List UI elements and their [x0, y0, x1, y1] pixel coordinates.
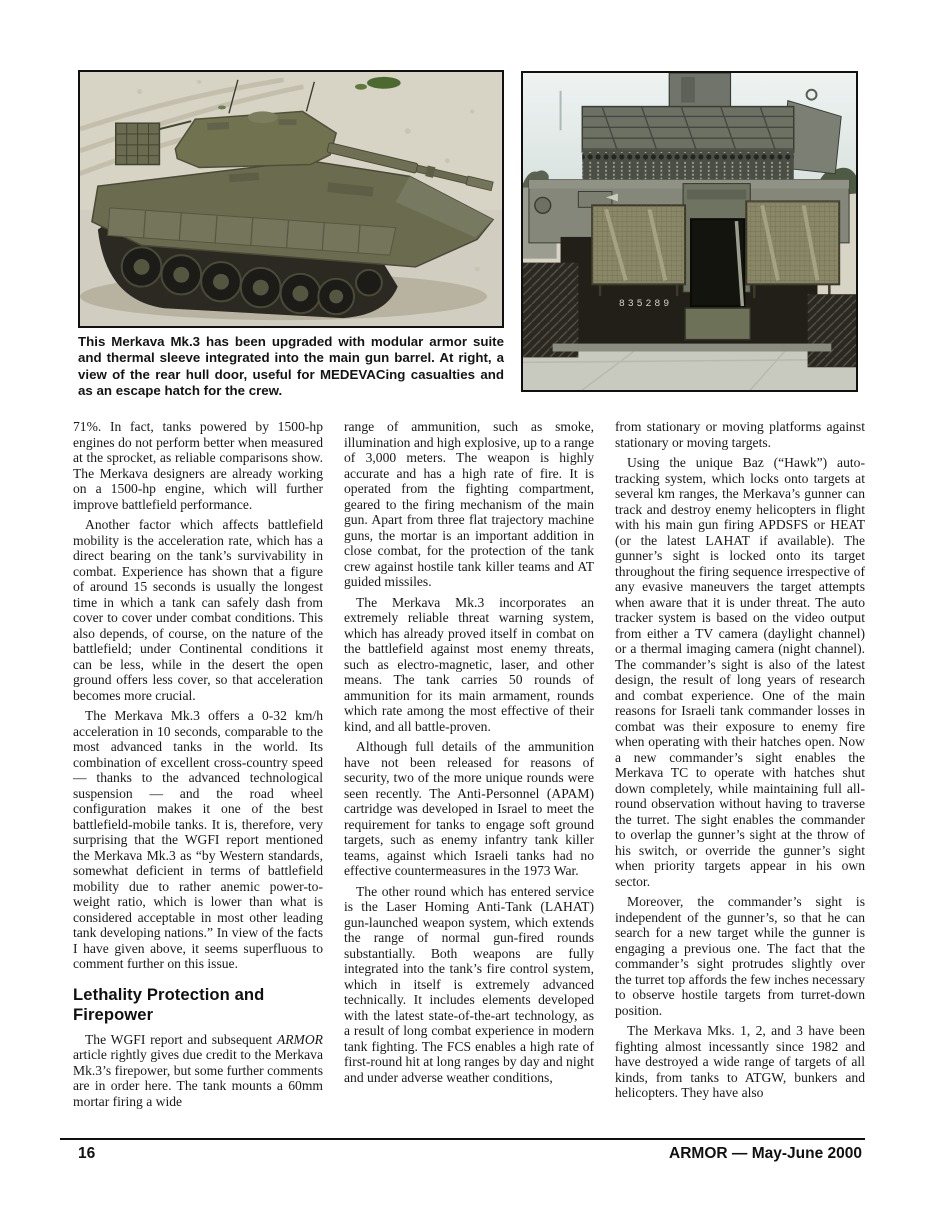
text-column-2: [344, 419, 594, 1109]
paragraph: [344, 419, 594, 590]
paragraph: [615, 1023, 865, 1101]
journal-title-footer: ARMOR — May-June 2000: [669, 1145, 862, 1162]
paragraph: [73, 419, 323, 512]
merkava-side-illustration: [80, 72, 502, 326]
hull-serial-number: 835289: [618, 298, 673, 310]
text-run: Although full details of the ammunition have not been released for reasons of security, two of the more unique rounds were seen recently. The Anti-Personnel (APAM) cartridge was developed in Israel to meet the requirement for tanks to engage soft ground targets, such as enemy infantry tank killer teams, against which Israeli tanks had no effective countermeasures in the 1973 War.: [344, 739, 594, 878]
text-run: Moreover, the commander’s sight is independent of the gunner’s, so that he can search for a new target while the gunner is engaging a previous one. The fact that the commander’s sight protrudes slightly over the turret top affords the few inches necessary to observe hostile targets from turret-down position.: [615, 894, 866, 1018]
text-run: The Merkava Mk.3 offers a 0-32 km/h acceleration in 10 seconds, comparable to the most advanced tanks in the world. Its combination of excellent cross-country speed — thanks to the advanced technological suspension — and the road wheel configuration makes it one of the best battlefield-mobile tanks. It is, therefore, very surprising that the WGFI report mentioned the Merkava Mk.3 as “by Western standards, somewhat deficient in terms of battlefield mobility due to rather anemic power-to-weight ratio, which is lower than what is considered acceptable in most other leading tank developing nations.” In view of the facts I have given above, it seems superfluous to comment further on this issue.: [73, 708, 323, 971]
paragraph: [615, 894, 865, 1018]
paragraph: [73, 517, 323, 703]
text-run: The Merkava Mks. 1, 2, and 3 have been fighting almost incessantly since 1982 and have destroyed a wide range of targets of all kinds, from tanks to ATGW, bunkers and helicopters. They have also: [615, 1023, 865, 1100]
text-column-3: [615, 419, 865, 1109]
text-run: Lethality Protection and Firepower: [73, 984, 265, 1024]
paragraph: [344, 595, 594, 735]
footer-rule: [60, 1138, 865, 1140]
text-run: from stationary or moving platforms against stationary or moving targets.: [615, 419, 865, 450]
paragraph: [344, 884, 594, 1086]
text-run: 71%. In fact, tanks powered by 1500-hp engines do not perform better when measured at the sprocket, as reliable comparisons show. The Merkava designers are already working on a 1500-hp engine, which will further improve battlefield performance.: [73, 419, 323, 512]
paragraph: [344, 739, 594, 879]
text-run: The WGFI report and subsequent: [85, 1031, 277, 1047]
italic-run: ARMOR: [276, 1031, 323, 1047]
photo-merkava-rear-view: [521, 71, 858, 392]
paragraph: [73, 708, 323, 972]
text-run: article rightly gives due credit to the Merkava Mk.3’s firepower, but some further comments are in order here. The tank mounts a 60mm mortar firing a wide: [73, 1047, 323, 1109]
ball-and-chain-armor: [582, 150, 793, 182]
text-run: range of ammunition, such as smoke, illumination and high explosive, up to a range of 3,000 meters. The weapon is highly accurate and has a high rate of fire. It is operated from the fighting compartment, geared to the firing mechanism of the main gun. Apart from three flat trajectory machine guns, the mortar is an important addition in close combat, for the protection of the tank crew against hostile tank killer teams and AT guided missiles.: [344, 419, 594, 589]
paragraph: [615, 455, 865, 889]
rear-hull-door: [685, 219, 750, 339]
section-heading: [73, 985, 323, 1025]
text-run: Using the unique Baz (“Hawk”) auto-tracking system, which locks onto targets at several km ranges, the Merkava’s gunner can track and destroy enemy helicopters in flight with his main gun firing APDSFS or HEAT (or the latest LAHAT if available). The gunner’s sight is locked onto its target throughout the firing sequence irrespective of any evasive maneuvers the target attempts when aware that it is under threat. The auto tracker system is based on the video output from either a TV camera (daylight channel) or a thermal imaging camera (night channel). The commander’s sight is also of the latest design, the result of long years of research and combat experience. One of the main reasons for Israeli tank commander losses in combat was their exposure to enemy fire when operating with their hatches open. Now a new commander’s sight enables the Merkava TC to operate with hatches shut down completely, while maintaining full all-round observation without having to traverse the turret. The sight enables the commander to overlap the gunner’s sight at the throw of his switch, or override the gunner’s sight when priority targets appear in his own sector.: [615, 455, 865, 889]
page-number: 16: [78, 1145, 96, 1162]
article-body: [73, 419, 865, 1109]
photo-merkava-side-view: [78, 70, 504, 328]
paragraph: [615, 419, 865, 450]
paragraph: [73, 1032, 323, 1110]
right-mesh-basket: [746, 201, 839, 298]
photo-caption: This Merkava Mk.3 has been upgraded with modular armor suite and thermal sleeve integrated into the main gun barrel. At right, a view of the rear hull door, useful for MEDEVACing casualties and as an escape hatch for the crew.: [78, 334, 504, 398]
text-run: The other round which has entered service is the Laser Homing Anti-Tank (LAHAT) gun-launched weapon system, which extends the range of normal gun-fired rounds substantially. Both weapons are fully integrated into the tank’s fire control system, which in itself is extremely advanced technically. It includes elements developed with the latest state-of-the-art technology, as a result of long combat experience in modern tank fighting. The FCS enables a high rate of first-round hit at long ranges by day and night and under adverse weather conditions,: [344, 883, 594, 1085]
text-column-1: [73, 419, 323, 1109]
hull-ground-shadow: [553, 344, 832, 352]
text-run: The Merkava Mk.3 incorporates an extremely reliable threat warning system, which has already proved itself in combat on the battlefield against most enemy threats, such as electro-magnetic, laser, and other means. The tank carries 50 rounds of ammunition for its main armament, rounds which rate among the most effective of their kind, and all battle-proven.: [344, 594, 594, 734]
text-run: Another factor which affects battlefield mobility is the acceleration rate, which has a direct bearing on the tank’s survivability in combat. Experience has shown that a figure of around 15 seconds is usually the longest time in which a tank can safely dash from cover to cover under combat conditions. This also depends, of course, on the nature of the battlefield; under Continental conditions it can be less, while in the desert the open ground offers less cover, so that acceleration becomes more crucial.: [73, 517, 323, 703]
left-mesh-basket: [592, 205, 685, 296]
merkava-rear-illustration: [523, 73, 856, 390]
